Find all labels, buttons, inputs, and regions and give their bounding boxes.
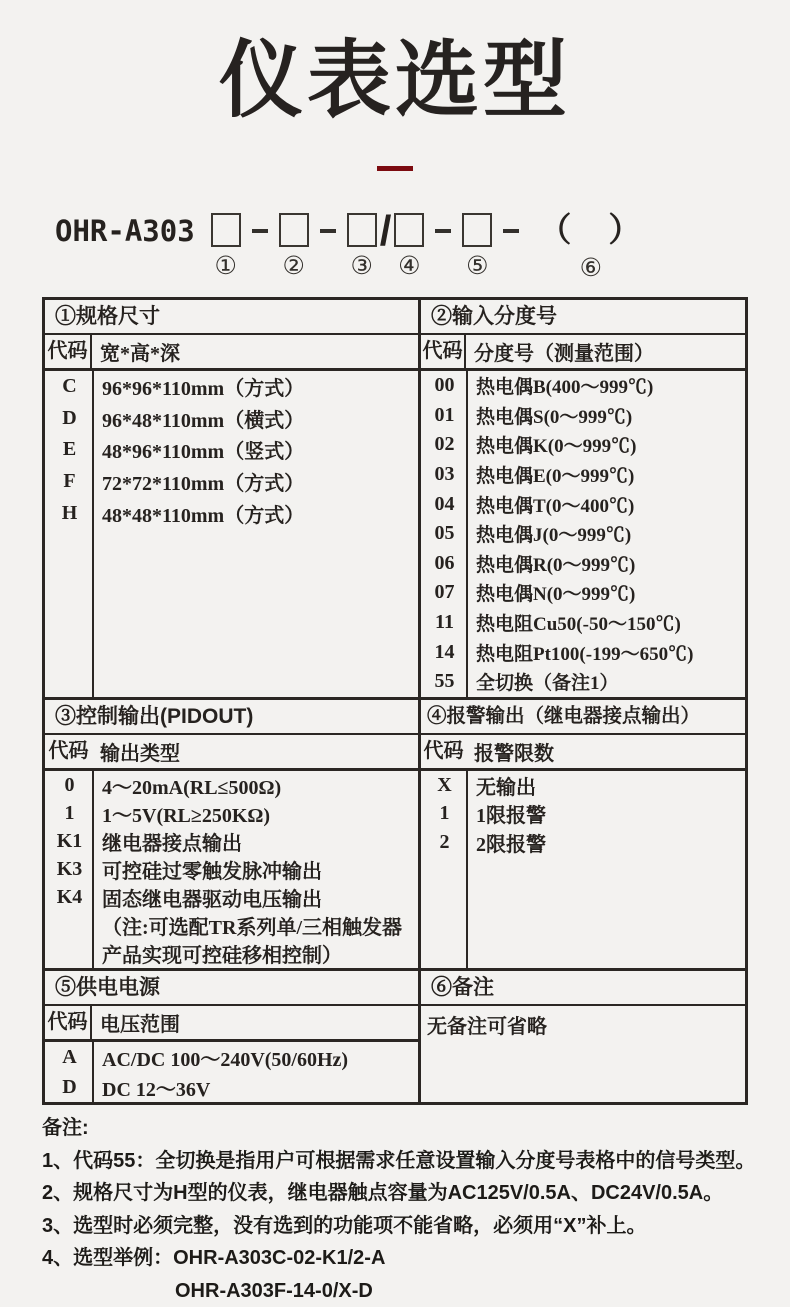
table-row (421, 771, 745, 800)
note-item-1: 1、代码55：全切换是指用户可根据需求任意设置输入分度号表格中的信号类型。 (42, 1145, 772, 1178)
column-divider (92, 1042, 94, 1102)
section-title-spec-size: ①规格尺寸 (45, 300, 418, 335)
row-desc: 1限报警 (468, 799, 546, 828)
note-item-2: 2、规格尺寸为H型的仪表，继电器触点容量为AC125V/0.5A、DC24V/0.5A。 (42, 1177, 772, 1210)
row-code: 05 (421, 522, 468, 545)
row-desc: 96*48*110mm（横式） (94, 404, 304, 433)
dash-separator (252, 229, 268, 233)
row-code: D (45, 407, 94, 430)
column-divider (466, 771, 468, 968)
section-power-supply (45, 971, 421, 1102)
control-rows (45, 771, 418, 968)
row-desc: 48*96*110mm（竖式） (94, 435, 304, 464)
model-prefix: OHR-A303 (55, 213, 195, 249)
table-row (45, 497, 418, 529)
table-row (421, 371, 745, 401)
column-divider (92, 771, 94, 968)
slot-label-6: ⑥ (580, 256, 602, 282)
section-remark (421, 971, 745, 1102)
code-column-header: 代码 (45, 735, 92, 768)
row-code: 1 (45, 802, 94, 825)
alarm-rows (421, 771, 745, 968)
row-desc: 继电器接点输出 (94, 827, 242, 856)
row-code: 04 (421, 493, 468, 516)
row-desc: 热电偶E(0～999℃) (468, 461, 634, 488)
row-code: 06 (421, 552, 468, 575)
row-desc: 热电阻Cu50(-50～150℃) (468, 609, 681, 636)
row-desc: 热电偶T(0～400℃) (468, 491, 634, 518)
table-row (45, 466, 418, 498)
table-row (421, 460, 745, 490)
row-code: 0 (45, 774, 94, 797)
table-row (45, 799, 418, 827)
row-code: 14 (421, 641, 468, 664)
row-desc: 热电偶B(400～999℃) (468, 372, 653, 399)
slash-separator: / (380, 213, 392, 249)
table-row (45, 371, 418, 403)
row-desc: AC/DC 100～240V(50/60Hz) (94, 1043, 348, 1072)
row-code: 2 (421, 831, 468, 854)
row-code: X (421, 774, 468, 797)
row-code: A (45, 1046, 94, 1069)
row-code: 1 (421, 802, 468, 825)
table-row (421, 637, 745, 667)
column-divider (92, 371, 94, 697)
row-desc: 全切换（备注1） (468, 668, 619, 695)
table-row (45, 1072, 418, 1102)
row-desc: 热电偶S(0～999℃) (468, 402, 632, 429)
row-desc: 96*96*110mm（方式） (94, 372, 304, 401)
table-row (45, 1042, 418, 1072)
section-input-graduation (421, 300, 745, 697)
row-desc: 72*72*110mm（方式） (94, 467, 304, 496)
code-box-3 (347, 213, 377, 247)
table-row (421, 667, 745, 697)
row-code: 02 (421, 433, 468, 456)
table-row (45, 434, 418, 466)
table-row (45, 403, 418, 435)
code-column-header: 代码 (45, 1006, 92, 1039)
section-title-control: ③控制输出(PIDOUT) (45, 700, 418, 735)
power-rows (45, 1042, 418, 1102)
dash-separator (320, 229, 336, 233)
section-title-remark: ⑥备注 (421, 971, 745, 1006)
table-row (45, 855, 418, 883)
page-title: 仪表选型 (0, 34, 790, 126)
table-row (421, 608, 745, 638)
table-band-2 (45, 700, 745, 971)
spec-size-rows (45, 371, 418, 697)
row-code: D (45, 1076, 94, 1099)
model-slot-3 (347, 213, 377, 280)
model-slot-1 (211, 213, 241, 280)
slot-label-1: ① (214, 254, 236, 280)
slot-label-5: ⑤ (466, 254, 488, 280)
slot-label-4: ④ (398, 254, 420, 280)
code-box-4 (394, 213, 424, 247)
row-desc: 1～5V(RL≥250KΩ) (94, 799, 270, 828)
value-column-header: 输出类型 (92, 737, 180, 766)
parentheses-slot: （ ） (538, 213, 643, 249)
row-code: K1 (45, 830, 94, 853)
table-row (421, 549, 745, 579)
dash-separator (435, 229, 451, 233)
row-desc: 热电偶K(0～999℃) (468, 431, 636, 458)
note-item-3: 3、选型时必须完整，没有选到的功能项不能省略，必须用“X”补上。 (42, 1210, 772, 1243)
column-header-control (45, 735, 418, 771)
table-row (45, 883, 418, 911)
model-slot-4 (394, 213, 424, 280)
row-desc: 热电偶J(0～999℃) (468, 520, 631, 547)
row-code: 07 (421, 581, 468, 604)
row-code: 00 (421, 374, 468, 397)
note-item-4: 4、选型举例：OHR-A303C-02-K1/2-A (42, 1242, 772, 1275)
value-column-header: 报警限数 (466, 737, 554, 766)
row-desc: 固态继电器驱动电压输出 (94, 883, 322, 912)
row-code: E (45, 438, 94, 461)
model-slot-6 (538, 213, 643, 282)
table-row (421, 519, 745, 549)
model-code-line (55, 213, 643, 282)
column-divider (466, 371, 468, 697)
table-band-3 (45, 971, 745, 1102)
value-column-header: 电压范围 (92, 1008, 180, 1037)
row-code: F (45, 470, 94, 493)
row-desc: 热电阻Pt100(-199～650℃) (468, 639, 693, 666)
slot-label-2: ② (282, 254, 304, 280)
row-code: 11 (421, 611, 468, 634)
row-desc: 产品实现可控硅移相控制） (94, 939, 342, 968)
section-title-input: ②输入分度号 (421, 300, 745, 335)
code-column-header: 代码 (421, 335, 466, 368)
code-column-header: 代码 (421, 735, 466, 768)
table-row (421, 489, 745, 519)
note-item-4-continuation: OHR-A303F-14-0/X-D (42, 1275, 772, 1307)
code-column-header: 代码 (45, 335, 92, 368)
table-row-note (45, 940, 418, 968)
column-header-input (421, 335, 745, 371)
row-desc: 2限报警 (468, 828, 546, 857)
remark-body (421, 1006, 745, 1102)
row-desc: （注:可选配TR系列单/三相触发器 (94, 911, 402, 940)
row-code: 55 (421, 670, 468, 693)
table-row (421, 401, 745, 431)
row-desc: 热电偶R(0～999℃) (468, 550, 635, 577)
row-desc: 48*48*110mm（方式） (94, 499, 304, 528)
section-control-output (45, 700, 421, 968)
remark-content: 无备注可省略 (421, 1006, 745, 1043)
code-box-1 (211, 213, 241, 247)
dash-separator (503, 229, 519, 233)
row-desc: 无输出 (468, 771, 536, 800)
table-band-1 (45, 300, 745, 700)
model-slot-2 (279, 213, 309, 280)
section-title-power: ⑤供电电源 (45, 971, 418, 1006)
code-box-5 (462, 213, 492, 247)
row-code: K4 (45, 886, 94, 909)
table-row (421, 430, 745, 460)
selection-table (42, 297, 748, 1105)
section-spec-size (45, 300, 421, 697)
table-row (45, 827, 418, 855)
row-code: K3 (45, 858, 94, 881)
column-header-power (45, 1006, 418, 1042)
row-code: 03 (421, 463, 468, 486)
model-slot-5 (462, 213, 492, 280)
table-row (421, 800, 745, 829)
value-column-header: 宽*高*深 (92, 337, 180, 366)
slot-label-3: ③ (350, 254, 372, 280)
section-alarm-output (421, 700, 745, 968)
value-column-header: 分度号（测量范围） (466, 337, 654, 366)
table-row (421, 828, 745, 857)
footer-notes (42, 1112, 772, 1307)
table-row (45, 771, 418, 799)
row-code: C (45, 375, 94, 398)
row-code: 01 (421, 404, 468, 427)
column-header-alarm (421, 735, 745, 771)
row-desc: 可控硅过零触发脉冲输出 (94, 855, 322, 884)
row-desc: DC 12～36V (94, 1073, 210, 1102)
row-desc: 热电偶N(0～999℃) (468, 579, 635, 606)
row-desc: 4～20mA(RL≤500Ω) (94, 771, 281, 800)
column-header-spec-size (45, 335, 418, 371)
row-code: H (45, 502, 94, 525)
table-row (421, 578, 745, 608)
notes-title: 备注: (42, 1112, 772, 1145)
input-rows (421, 371, 745, 697)
table-row-note (45, 911, 418, 939)
title-accent-dash (377, 166, 413, 171)
code-box-2 (279, 213, 309, 247)
section-title-alarm: ④报警输出（继电器接点输出） (421, 700, 745, 735)
